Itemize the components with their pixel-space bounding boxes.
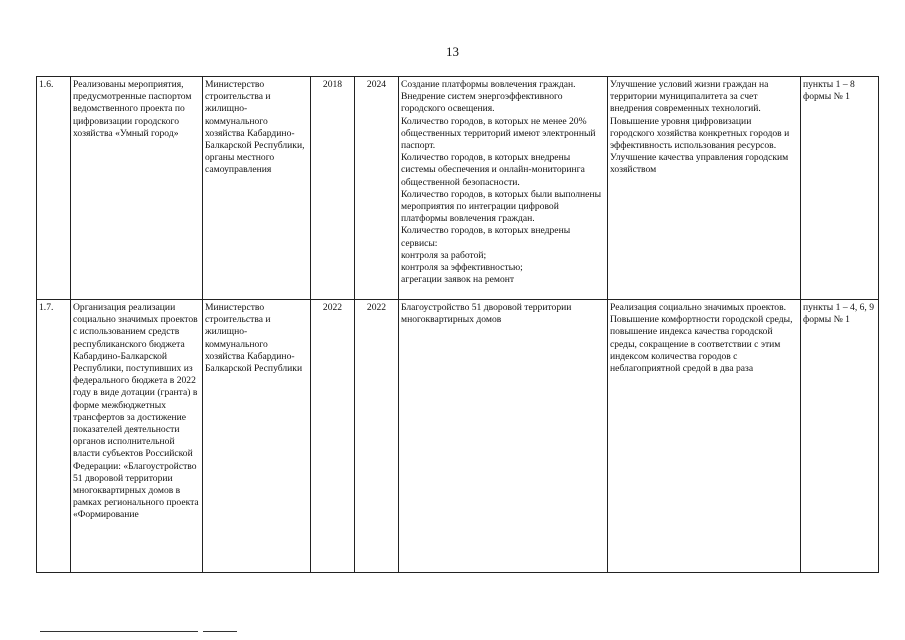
indicators-cell: пункты 1 – 8 формы № 1 bbox=[801, 77, 879, 300]
measure-cell: Реализованы мероприятия, предусмотренные паспортом ведомственного проекта по цифровизации городского хозяйства «Умный город» bbox=[71, 77, 203, 300]
end-year-cell: 2024 bbox=[355, 77, 399, 300]
indicators-cell: пункты 1 – 4, 6, 9 формы № 1 bbox=[801, 300, 879, 573]
footer-rule-right bbox=[203, 631, 237, 632]
effect-cell: Улучшение условий жизни граждан на территории муниципалитета за счет внедрения современных технологий. Повышение уровня цифровизации городского хозяйства конкретных городов и эффективность использования ресурсов. Улучшение качества управления городским хозяйством bbox=[608, 77, 801, 300]
page-number: 13 bbox=[446, 44, 459, 59]
row-number-cell: 1.6. bbox=[37, 77, 71, 300]
result-text: Создание платформы вовлечения граждан. Внедрение систем энергоэффективного городского освещения. Количество городов, в которых не менее 20% общественных территорий имеют электронный паспорт. Количество городов, в которых внедрены системы обеспечения и онлайн-мониторинга общественной безопасности. Количество городов, в которых были выполнены мероприятия по интеграции цифровой платформы вовлечения граждан. Количество городов, в которых внедрены сервисы: контроля за работой; контроля за эффективностью; агрегации заявок на ремонт bbox=[401, 79, 602, 286]
effect-cell: Реализация социально значимых проектов. Повышение комфортности городской среды, повышение индекса качества городской среды, сокращение в соответствии с этим индексом количества городов с неблагоприятной средой в два раза bbox=[608, 300, 801, 573]
executor-cell: Министерство строительства и жилищно-коммунального хозяйства Кабардино-Балкарской Республики, органы местного самоуправления bbox=[203, 77, 311, 300]
executor-cell: Министерство строительства и жилищно-коммунального хозяйства Кабардино-Балкарской Республики bbox=[203, 300, 311, 573]
measure-cell: Организация реализации социально значимых проектов с использованием средств республиканского бюджета Кабардино-Балкарской Республики, поступивших из федерального бюджета в 2022 году в виде дотации (гранта) в форме межбюджетных трансфертов за достижение показателей деятельности органов исполнительной власти субъектов Российской Федерации: «Благоустройство 51 дворовой территории многоквартирных домов в рамках регионального проекта «Формирование bbox=[71, 300, 203, 573]
result-text: Благоустройство 51 дворовой территории многоквартирных домов bbox=[401, 302, 572, 326]
start-year-cell: 2018 bbox=[311, 77, 355, 300]
end-year-cell: 2022 bbox=[355, 300, 399, 573]
result-cell bbox=[399, 300, 608, 573]
table-row bbox=[37, 300, 879, 573]
row-number-cell: 1.7. bbox=[37, 300, 71, 573]
start-year-cell: 2022 bbox=[311, 300, 355, 573]
table-row bbox=[37, 77, 879, 300]
measures-table bbox=[36, 76, 879, 573]
footer-rule-left bbox=[40, 631, 198, 632]
result-cell bbox=[399, 77, 608, 300]
